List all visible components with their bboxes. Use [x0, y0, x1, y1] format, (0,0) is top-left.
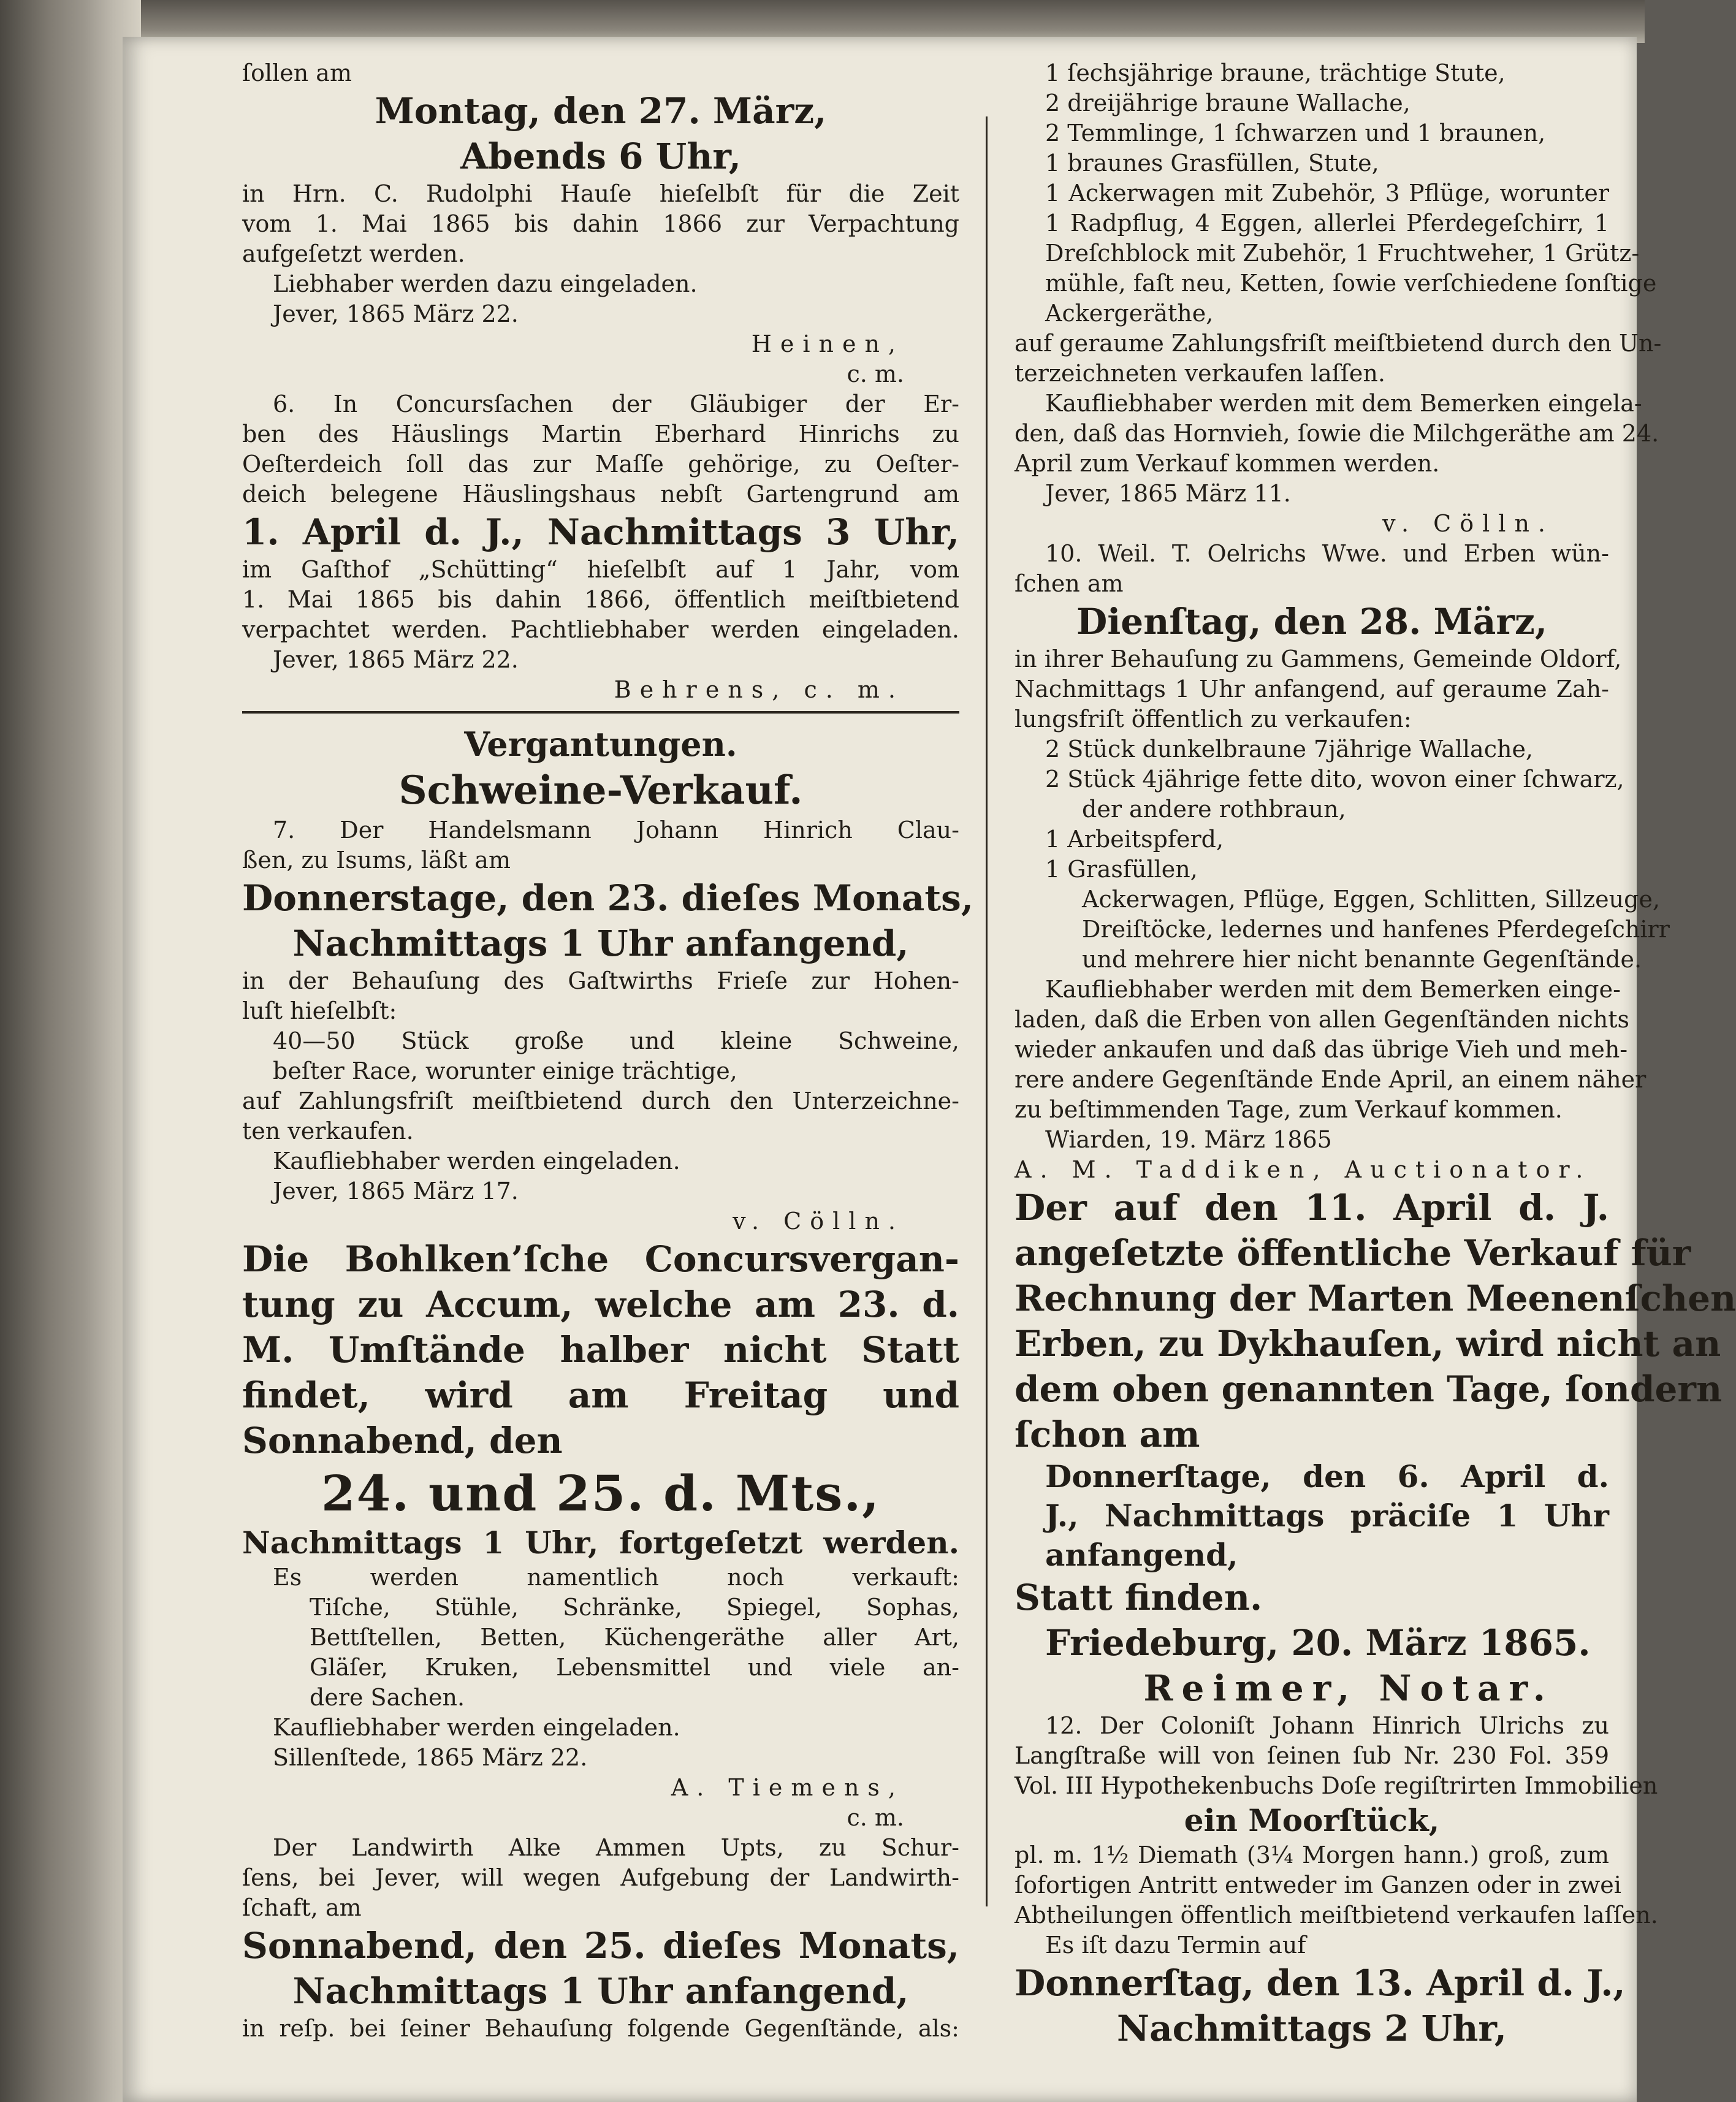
- text-line: Bettſtellen, Betten, Küchengeräthe aller Art,: [310, 1624, 959, 1651]
- text-line: ſchaft, am: [242, 1894, 362, 1921]
- text-line: 1 ſechsjährige braune, trächtige Stute,: [1045, 59, 1506, 86]
- section-rule: [242, 711, 959, 714]
- text-line: c. m.: [847, 360, 904, 387]
- text-line: Liebhaber werden dazu eingeladen.: [273, 270, 698, 297]
- text-line: Nachmittags 1 Uhr anfangend,: [292, 1970, 909, 2012]
- text-line: lungsfriſt öffentlich zu verkaufen:: [1015, 706, 1412, 733]
- text-line: 1 Ackerwagen mit Zubehör, 3 Pflüge, worunter: [1045, 180, 1609, 207]
- text-line: Sillenſtede, 1865 März 22.: [273, 1744, 588, 1771]
- text-line: findet, wird am Freitag und: [242, 1374, 959, 1416]
- text-line: 10. Weil. T. Oelrichs Wwe. und Erben wün-: [1045, 540, 1609, 567]
- text-line: Kaufliebhaber werden eingeladen.: [273, 1148, 680, 1175]
- text-line: Jever, 1865 März 17.: [273, 1178, 519, 1205]
- text-line: 12. Der Coloniſt Johann Hinrich Ulrichs zu: [1045, 1712, 1609, 1739]
- text-line: Kaufliebhaber werden mit dem Bemerken eingela-: [1045, 390, 1642, 417]
- text-line: vom 1. Mai 1865 bis dahin 1866 zur Verpachtung: [242, 210, 959, 237]
- text-line: Montag, den 27. März,: [375, 90, 827, 132]
- text-line: dem oben genannten Tage, ſondern: [1015, 1368, 1723, 1410]
- text-line: Donnerſtag, den 13. April d. J.,: [1015, 1962, 1626, 2004]
- column-divider: [986, 116, 988, 1906]
- text-line: in reſp. bei ſeiner Behauſung folgende Gegenſtände, als:: [242, 2015, 959, 2042]
- text-line: aufgeſetzt werden.: [242, 240, 465, 267]
- text-line: Wiarden, 19. März 1865: [1045, 1126, 1332, 1153]
- text-line: und mehrere hier nicht benannte Gegenſtände.: [1082, 946, 1642, 973]
- text-line: Erben, zu Dykhauſen, wird nicht an: [1015, 1323, 1721, 1365]
- text-line: Der Landwirth Alke Ammen Upts, zu Schur-: [273, 1834, 959, 1861]
- text-line: 1 braunes Grasfüllen, Stute,: [1045, 150, 1379, 177]
- text-line: Rechnung der Marten Meenenſchen: [1015, 1278, 1736, 1319]
- text-line: verpachtet werden. Pachtliebhaber werden eingeladen.: [242, 616, 959, 643]
- text-line: 1 Radpflug, 4 Eggen, allerlei Pferdegeſchirr, 1: [1045, 210, 1609, 237]
- text-line: ſchen am: [1015, 570, 1124, 597]
- text-line: v. Cölln.: [1382, 510, 1554, 537]
- text-line: Tiſche, Stühle, Schränke, Spiegel, Sophas,: [310, 1594, 959, 1621]
- text-line: Es werden namentlich noch verkauft:: [273, 1564, 959, 1591]
- text-line: den, daß das Hornvieh, ſowie die Milchgeräthe am 24.: [1015, 420, 1659, 447]
- text-line: Reimer, Notar.: [1143, 1667, 1554, 1709]
- text-line: Der auf den 11. April d. J.: [1015, 1187, 1609, 1228]
- text-line: A. M. Taddiken, Auctionator.: [1015, 1156, 1592, 1183]
- text-line: Nachmittags 1 Uhr, fortgeſetzt werden.: [242, 1525, 959, 1561]
- text-line: 1. Mai 1865 bis dahin 1866, öffentlich meiſtbietend: [242, 586, 959, 613]
- text-line: zu beſtimmenden Tage, zum Verkauf kommen.: [1015, 1096, 1563, 1123]
- text-line: Statt finden.: [1015, 1577, 1263, 1618]
- text-line: Die Bohlken’ſche Concursvergan-: [242, 1238, 959, 1280]
- text-line: ein Moorſtück,: [1184, 1802, 1440, 1838]
- text-line: 40—50 Stück große und kleine Schweine,: [273, 1027, 959, 1054]
- text-line: April zum Verkauf kommen werden.: [1015, 450, 1440, 477]
- text-line: J., Nachmittags präciſe 1 Uhr: [1045, 1498, 1609, 1534]
- text-line: Donnerstage, den 23. dieſes Monats,: [242, 877, 974, 919]
- text-line: 2 Stück dunkelbraune 7jährige Wallache,: [1045, 736, 1534, 763]
- text-line: 2 dreijährige braune Wallache,: [1045, 89, 1410, 116]
- text-line: laden, daß die Erben von allen Gegenſtänden nichts: [1015, 1006, 1630, 1033]
- text-line: ſens, bei Jever, will wegen Aufgebung der Landwirth-: [242, 1864, 959, 1891]
- text-line: Abends 6 Uhr,: [460, 135, 741, 177]
- text-line: luſt hieſelbſt:: [242, 997, 397, 1024]
- text-line: Ackergeräthe,: [1045, 300, 1214, 327]
- text-line: 6. In Concursſachen der Gläubiger der Er-: [273, 390, 959, 417]
- text-line: Ackerwagen, Pflüge, Eggen, Schlitten, Sillzeuge,: [1082, 886, 1661, 913]
- text-line: dere Sachen.: [310, 1684, 465, 1711]
- text-line: Vergantungen.: [464, 725, 737, 764]
- text-line: 2 Stück 4jährige fette dito, wovon einer ſchwarz,: [1045, 766, 1624, 793]
- text-line: im Gaſthof „Schütting“ hieſelbſt auf 1 Jahr, vom: [242, 556, 959, 583]
- text-line: in der Behauſung des Gaſtwirths Frieſe zur Hohen-: [242, 967, 959, 994]
- text-line: anfangend,: [1045, 1537, 1238, 1573]
- text-line: 24. und 25. d. Mts.,: [321, 1464, 881, 1522]
- text-line: 1. April d. J., Nachmittags 3 Uhr,: [242, 511, 959, 553]
- text-line: Es iſt dazu Termin auf: [1045, 1932, 1306, 1959]
- text-line: M. Umſtände halber nicht Statt: [242, 1329, 959, 1371]
- text-line: A. Tiemens,: [671, 1774, 904, 1801]
- text-line: Dreiſtöcke, ledernes und hanfenes Pferdegeſchirr: [1082, 916, 1670, 943]
- right-column: [1015, 58, 1736, 2051]
- text-line: Nachmittags 2 Uhr,: [1117, 2008, 1507, 2049]
- text-line: Nachmittags 1 Uhr anfangend,: [292, 923, 909, 964]
- text-line: Langſtraße will von ſeinen ſub Nr. 230 Fol. 359: [1015, 1742, 1609, 1769]
- text-line: ſofortigen Antritt entweder im Ganzen oder in zwei: [1015, 1872, 1621, 1898]
- text-line: Jever, 1865 März 22.: [273, 646, 519, 673]
- text-line: Jever, 1865 März 11.: [1045, 480, 1291, 507]
- text-line: auf geraume Zahlungsfriſt meiſtbietend durch den Un-: [1015, 330, 1662, 357]
- text-line: der andere rothbraun,: [1082, 796, 1346, 823]
- text-line: ten verkaufen.: [242, 1118, 414, 1144]
- text-line: 1 Arbeitspferd,: [1045, 826, 1224, 853]
- text-line: wieder ankaufen und daß das übrige Vieh und meh-: [1015, 1036, 1628, 1063]
- text-line: 1 Grasfüllen,: [1045, 856, 1198, 883]
- text-line: Friedeburg, 20. März 1865.: [1045, 1622, 1591, 1664]
- text-line: Kaufliebhaber werden eingeladen.: [273, 1714, 680, 1741]
- text-line: Abtheilungen öffentlich meiſtbietend verkaufen laſſen.: [1015, 1902, 1658, 1929]
- text-line: Kaufliebhaber werden mit dem Bemerken einge-: [1045, 976, 1621, 1003]
- text-line: Gläſer, Kruken, Lebensmittel und viele an-: [310, 1654, 959, 1681]
- text-line: v. Cölln.: [733, 1208, 904, 1235]
- text-line: c. m.: [847, 1804, 904, 1831]
- text-line: Schweine-Verkauf.: [398, 767, 803, 813]
- text-line: Sonnabend, den: [242, 1420, 563, 1461]
- text-line: Jever, 1865 März 22.: [273, 300, 519, 327]
- text-line: rere andere Gegenſtände Ende April, an einem näher: [1015, 1066, 1647, 1093]
- text-line: Oeſterdeich ſoll das zur Maſſe gehörige, zu Oeſter-: [242, 451, 959, 478]
- text-line: beſter Race, worunter einige trächtige,: [273, 1057, 737, 1084]
- text-line: Dreſchblock mit Zubehör, 1 Fruchtweher, 1 Grütz-: [1045, 240, 1640, 267]
- text-line: ſollen am: [242, 59, 352, 86]
- text-line: deich belegene Häuslingshaus nebſt Gartengrund am: [242, 481, 959, 508]
- text-line: Dienſtag, den 28. März,: [1076, 601, 1548, 642]
- left-column: [242, 58, 974, 2044]
- text-line: ſchon am: [1015, 1414, 1200, 1455]
- text-line: Heinen,: [751, 330, 904, 357]
- text-line: tung zu Accum, welche am 23. d.: [242, 1284, 959, 1325]
- text-line: Vol. III Hypothekenbuchs Doſe regiſtrirten Immobilien: [1015, 1772, 1658, 1799]
- text-line: ßen, zu Isums, läßt am: [242, 847, 511, 874]
- text-line: in Hrn. C. Rudolphi Hauſe hieſelbſt für die Zeit: [242, 180, 959, 207]
- text-line: angeſetzte öffentliche Verkauf für: [1015, 1232, 1691, 1274]
- text-line: Nachmittags 1 Uhr anfangend, auf geraume Zah-: [1015, 676, 1609, 703]
- text-line: 7. Der Handelsmann Johann Hinrich Clau-: [273, 817, 959, 843]
- text-line: 2 Temmlinge, 1 ſchwarzen und 1 braunen,: [1045, 120, 1546, 147]
- text-line: Behrens, c. m.: [614, 676, 904, 703]
- text-line: in ihrer Behauſung zu Gammens, Gemeinde Oldorf,: [1015, 645, 1622, 672]
- text-line: Donnerſtage, den 6. April d.: [1045, 1458, 1609, 1495]
- text-line: auf Zahlungsfriſt meiſtbietend durch den Unterzeichne-: [242, 1087, 959, 1114]
- text-line: ben des Häuslings Martin Eberhard Hinrichs zu: [242, 421, 959, 447]
- book-page-edges: [0, 0, 141, 2102]
- text-line: pl. m. 1½ Diemath (3¼ Morgen hann.) groß, zum: [1015, 1841, 1609, 1868]
- text-line: mühle, faſt neu, Ketten, ſowie verſchiedene ſonſtige: [1045, 270, 1657, 297]
- text-line: Sonnabend, den 25. dieſes Monats,: [242, 1925, 959, 1967]
- text-line: terzeichneten verkaufen laſſen.: [1015, 360, 1385, 387]
